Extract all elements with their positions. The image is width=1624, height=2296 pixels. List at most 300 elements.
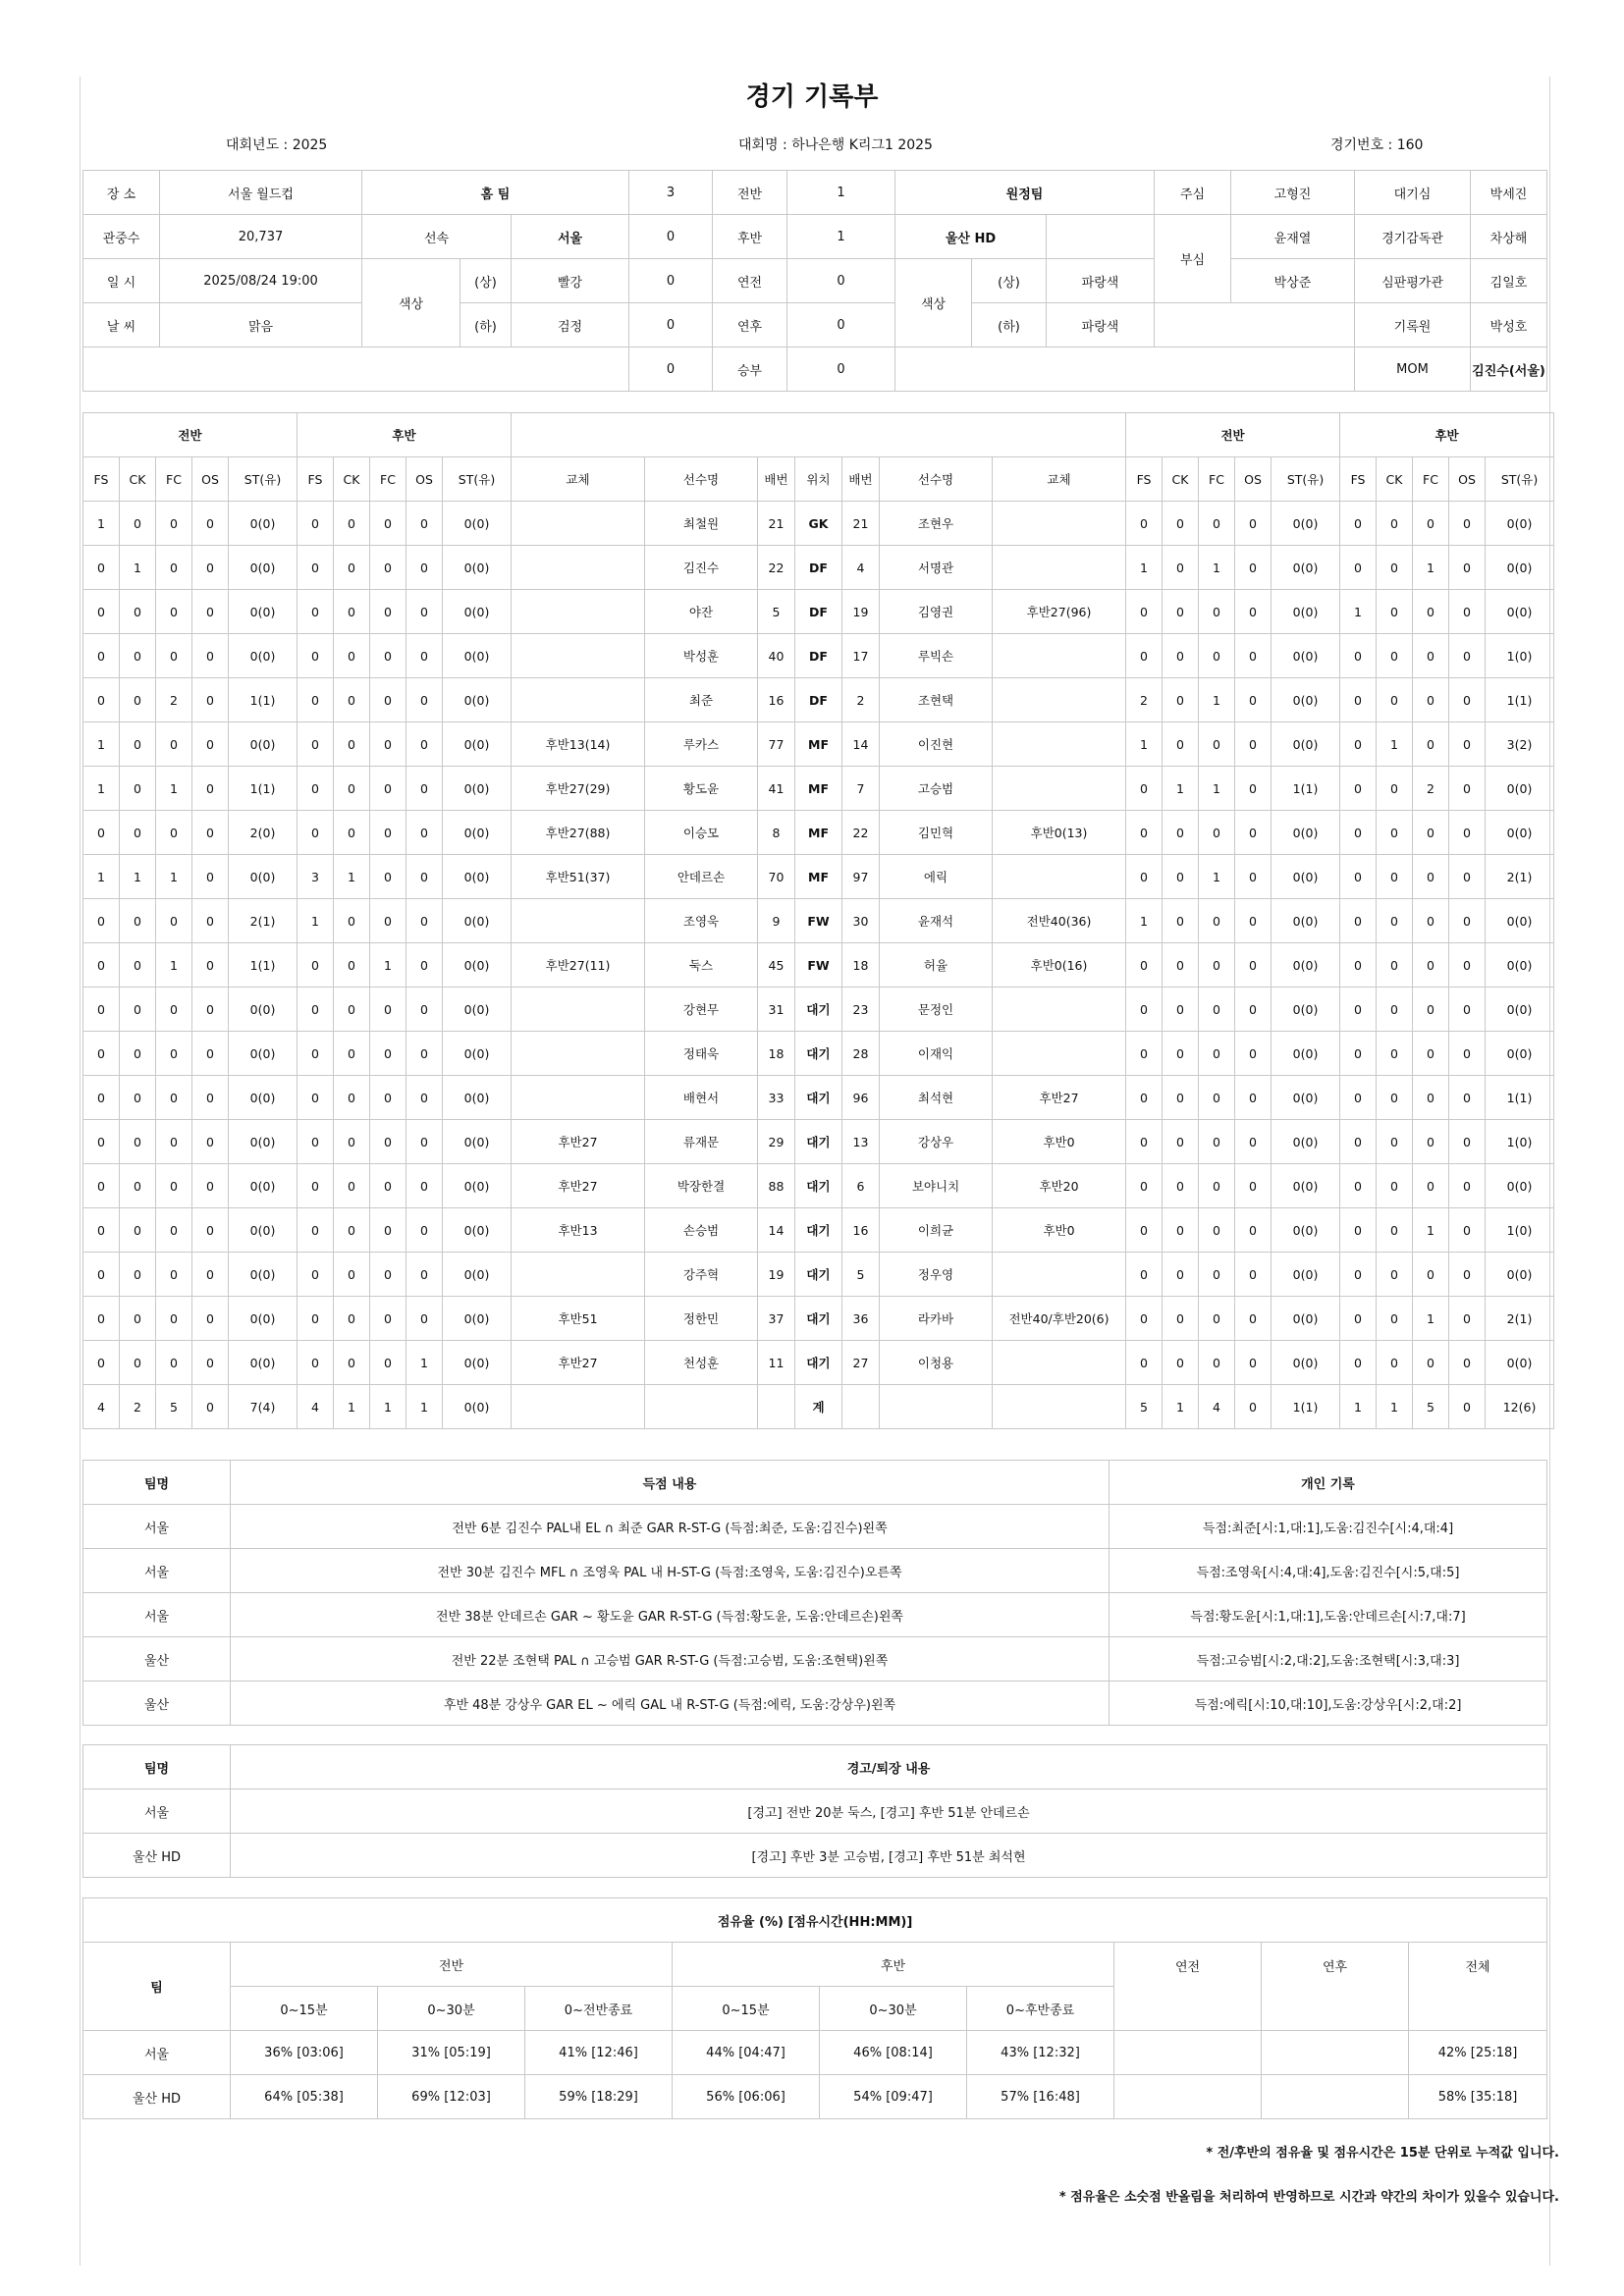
away-h2-st: 1(0): [1486, 634, 1554, 678]
away-h2-fs-header: FS: [1340, 457, 1377, 502]
away-h2-os: 0: [1449, 943, 1486, 988]
home-h1-os: 0: [192, 634, 229, 678]
away-h2-fc: 0: [1413, 1120, 1449, 1164]
away-h2-fc: 0: [1413, 1253, 1449, 1297]
away-h2-os: 0: [1449, 1297, 1486, 1341]
goal-row: [83, 1549, 1547, 1593]
possession-interval-header: 0~전반종료: [525, 1987, 673, 2031]
home-player-number: 70: [758, 855, 795, 899]
home-h1-fc: 0: [156, 1032, 192, 1076]
away-player-number: 14: [842, 722, 880, 767]
home-h1-st: 0(0): [229, 502, 298, 546]
home-substitution: 후반13(14): [512, 722, 645, 767]
home-h2-st: 0(0): [443, 811, 512, 855]
away-h1-fc: 1: [1199, 767, 1235, 811]
away-player-number: 7: [842, 767, 880, 811]
away-h1-os: 0: [1235, 1076, 1272, 1120]
home-h1-fs: 0: [83, 590, 120, 634]
totals-row: [83, 1385, 1554, 1429]
away-h1-st: 0(0): [1272, 1076, 1340, 1120]
away-substitution: [993, 1032, 1126, 1076]
home-player-name: 최준: [645, 678, 758, 722]
away-h1-ck: 0: [1163, 634, 1199, 678]
cards-content-header: 경고/퇴장 내용: [231, 1745, 1547, 1789]
home-upper-label: (상): [460, 259, 512, 303]
away-player-number: 96: [842, 1076, 880, 1120]
possession-total: 58% [35:18]: [1409, 2075, 1547, 2119]
home-team-label: 홈 팀: [362, 171, 629, 215]
away-h2-fc: 0: [1413, 1076, 1449, 1120]
home-h1-ck-header: CK: [120, 457, 156, 502]
position-header: 위치: [795, 457, 842, 502]
away-h2-st: 0(0): [1486, 988, 1554, 1032]
player-row: [83, 1297, 1554, 1341]
away-h1-fs: 0: [1126, 988, 1163, 1032]
home-h1-total-os: 0: [192, 1385, 229, 1429]
away-h1-st: 0(0): [1272, 1120, 1340, 1164]
away-h2-fs: 0: [1340, 811, 1377, 855]
home-h2-fc: 0: [370, 1341, 406, 1385]
player-position: FW: [795, 943, 842, 988]
home-h2-os: 0: [406, 1076, 443, 1120]
home-h2-fs: 0: [298, 502, 334, 546]
home-h2-ck: 1: [334, 855, 370, 899]
away-h2-os: 0: [1449, 634, 1486, 678]
away-substitution: [993, 1341, 1126, 1385]
possession-value: 64% [05:38]: [231, 2075, 378, 2119]
possession-row: [83, 2031, 1547, 2075]
home-h1-fs: 0: [83, 899, 120, 943]
home-h1-fs: 0: [83, 546, 120, 590]
away-player-number: 21: [842, 502, 880, 546]
away-h1-ck: 0: [1163, 1253, 1199, 1297]
possession-value: 56% [06:06]: [673, 2075, 820, 2119]
home-h1-fc: 0: [156, 1076, 192, 1120]
assistant2-value: 박상준: [1231, 259, 1355, 303]
home-h2-ck: 0: [334, 767, 370, 811]
away-h1-fc: 0: [1199, 722, 1235, 767]
home-player-name: 박장한결: [645, 1164, 758, 1208]
home-substitution: [512, 899, 645, 943]
away-h1-ck: 0: [1163, 1032, 1199, 1076]
home-player-number: 19: [758, 1253, 795, 1297]
home-h2-st: 0(0): [443, 899, 512, 943]
match-info-table: [82, 170, 1547, 392]
away-player-number: 4: [842, 546, 880, 590]
away-h1-st: 0(0): [1272, 1297, 1340, 1341]
home-player-number: 88: [758, 1164, 795, 1208]
player-position: 대기: [795, 1120, 842, 1164]
away-player-name: 정우영: [880, 1253, 993, 1297]
away-h2-os: 0: [1449, 722, 1486, 767]
away-player-number: 30: [842, 899, 880, 943]
home-h2-total-fs: 4: [298, 1385, 334, 1429]
away-h1-fs: 0: [1126, 1032, 1163, 1076]
home-h2-ck: 0: [334, 634, 370, 678]
card-description: [경고] 전반 20분 둑스, [경고] 후반 51분 안데르손: [231, 1789, 1547, 1834]
possession-value: 31% [05:19]: [378, 2031, 525, 2075]
home-h1-fc: 0: [156, 1341, 192, 1385]
player-position: MF: [795, 855, 842, 899]
goal-personal-record: 득점:황도윤[시:1,대:1],도움:안데르손[시:7,대:7]: [1110, 1593, 1547, 1637]
home-h1-ck: 0: [120, 899, 156, 943]
away-player-name: 에릭: [880, 855, 993, 899]
possession-team: 울산 HD: [83, 2075, 231, 2119]
away-h1-fc: 0: [1199, 1032, 1235, 1076]
away-h1-st: 0(0): [1272, 1341, 1340, 1385]
away-h1-fs: 2: [1126, 678, 1163, 722]
home-h2-st: 0(0): [443, 1032, 512, 1076]
away-h2-os: 0: [1449, 678, 1486, 722]
away-h2-ck: 0: [1377, 1208, 1413, 1253]
home-h1-ck: 0: [120, 1253, 156, 1297]
away-h1-fc-header: FC: [1199, 457, 1235, 502]
possession-interval-header: 0~30분: [820, 1987, 967, 2031]
away-h2-st: 0(0): [1486, 546, 1554, 590]
referee-label: 주심: [1155, 171, 1231, 215]
away-h1-st: 0(0): [1272, 1253, 1340, 1297]
away-h1-fs: 0: [1126, 811, 1163, 855]
away-second-half-score: 1: [787, 215, 895, 259]
home-h2-os: 0: [406, 678, 443, 722]
away-h2-ck: 1: [1377, 722, 1413, 767]
home-h2-os: 0: [406, 1164, 443, 1208]
home-h1-ck: 0: [120, 678, 156, 722]
home-h2-ck: 0: [334, 1164, 370, 1208]
possession-interval-header: 0~후반종료: [967, 1987, 1114, 2031]
away-h2-ck: 0: [1377, 1120, 1413, 1164]
away-h1-st: 0(0): [1272, 634, 1340, 678]
goal-personal-record: 득점:최준[시:1,대:1],도움:김진수[시:4,대:4]: [1110, 1505, 1547, 1549]
home-player-number: 8: [758, 811, 795, 855]
player-row: [83, 943, 1554, 988]
home-h1-st: 2(1): [229, 899, 298, 943]
home-h2-ck: 0: [334, 943, 370, 988]
away-h2-fs: 0: [1340, 1341, 1377, 1385]
player-position: MF: [795, 767, 842, 811]
away-h2-fc: 0: [1413, 590, 1449, 634]
home-lower-color: 검정: [512, 303, 629, 347]
home-h1-os: 0: [192, 1164, 229, 1208]
away-h1-fs: 0: [1126, 634, 1163, 678]
player-position: 대기: [795, 1253, 842, 1297]
away-h2-st: 0(0): [1486, 590, 1554, 634]
goal-description: 전반 22분 조현택 PAL ∩ 고승범 GAR R-ST-G (득점:고승범, 도움:조현택)왼쪽: [231, 1637, 1110, 1682]
home-substitution: 후반27(11): [512, 943, 645, 988]
home-second-half-header: 후반: [298, 413, 512, 457]
away-player-name: 이청용: [880, 1341, 993, 1385]
home-h2-st: 0(0): [443, 590, 512, 634]
away-player-header: 선수명: [880, 457, 993, 502]
away-et2-score: 0: [787, 303, 895, 347]
home-h1-fc: 0: [156, 899, 192, 943]
home-h1-fs: 0: [83, 1341, 120, 1385]
home-h2-fs: 0: [298, 1032, 334, 1076]
home-h2-st: 0(0): [443, 1297, 512, 1341]
home-h2-ck: 0: [334, 590, 370, 634]
away-h1-os: 0: [1235, 1164, 1272, 1208]
home-h2-fs: 0: [298, 1208, 334, 1253]
home-player-name: 조영욱: [645, 899, 758, 943]
away-h1-ck: 0: [1163, 943, 1199, 988]
player-row: [83, 590, 1554, 634]
away-h2-fs: 0: [1340, 943, 1377, 988]
away-h2-ck: 0: [1377, 767, 1413, 811]
possession-row: [83, 2075, 1547, 2119]
away-h2-fs: 0: [1340, 1076, 1377, 1120]
away-h2-os: 0: [1449, 1032, 1486, 1076]
away-h1-st: 0(0): [1272, 1164, 1340, 1208]
away-substitution: [993, 502, 1126, 546]
away-substitution: [993, 855, 1126, 899]
home-h1-ck: 0: [120, 502, 156, 546]
cards-table: [82, 1744, 1547, 1878]
home-h1-fs: 0: [83, 1297, 120, 1341]
home-h2-st: 0(0): [443, 943, 512, 988]
away-h2-st: 1(0): [1486, 1208, 1554, 1253]
home-player-name: 배현서: [645, 1076, 758, 1120]
home-h1-fs: 1: [83, 767, 120, 811]
away-substitution: [993, 678, 1126, 722]
away-upper-color: 파랑색: [1047, 259, 1155, 303]
player-row: [83, 1076, 1554, 1120]
home-h1-os: 0: [192, 1297, 229, 1341]
home-h2-os: 0: [406, 1208, 443, 1253]
away-h2-fc: 1: [1413, 546, 1449, 590]
home-substitution: 후반27: [512, 1164, 645, 1208]
evaluator-value: 김일호: [1471, 259, 1547, 303]
possession-et2: [1262, 2031, 1409, 2075]
goal-row: [83, 1637, 1547, 1682]
home-h1-ck: 0: [120, 1297, 156, 1341]
home-substitution: [512, 1253, 645, 1297]
goal-team: 울산: [83, 1682, 231, 1726]
away-h2-ck: 0: [1377, 546, 1413, 590]
away-player-name: 조현택: [880, 678, 993, 722]
possession-interval-header: 0~15분: [231, 1987, 378, 2031]
home-player-header: 선수명: [645, 457, 758, 502]
away-h1-os: 0: [1235, 855, 1272, 899]
away-h2-st-header: ST(유): [1486, 457, 1554, 502]
away-h2-fs: 0: [1340, 767, 1377, 811]
player-row: [83, 855, 1554, 899]
home-h2-st: 0(0): [443, 678, 512, 722]
home-h2-total-ck: 1: [334, 1385, 370, 1429]
home-h1-fc: 0: [156, 1120, 192, 1164]
home-pk-score: 0: [629, 347, 713, 392]
home-h1-fc: 0: [156, 1208, 192, 1253]
et1-label: 연전: [713, 259, 787, 303]
player-row: [83, 899, 1554, 943]
home-h1-os: 0: [192, 502, 229, 546]
home-h2-fc: 0: [370, 1208, 406, 1253]
home-player-name: 박성훈: [645, 634, 758, 678]
away-h2-fc: 1: [1413, 1208, 1449, 1253]
player-row: [83, 1164, 1554, 1208]
home-h2-total-os: 1: [406, 1385, 443, 1429]
away-h2-total-os: 0: [1449, 1385, 1486, 1429]
away-h2-ck: 0: [1377, 1164, 1413, 1208]
away-h2-fc: 0: [1413, 988, 1449, 1032]
attendance-value: 20,737: [160, 215, 362, 259]
goals-team-header: 팀명: [83, 1461, 231, 1505]
away-h1-ck: 0: [1163, 1341, 1199, 1385]
away-h2-fs: 0: [1340, 1208, 1377, 1253]
away-h2-st: 2(1): [1486, 1297, 1554, 1341]
match-number: 경기번호 : 160: [1330, 137, 1424, 153]
away-h2-fc: 0: [1413, 722, 1449, 767]
away-h2-fs: 0: [1340, 855, 1377, 899]
away-h2-os: 0: [1449, 767, 1486, 811]
away-h2-st: 0(0): [1486, 811, 1554, 855]
player-position: MF: [795, 722, 842, 767]
away-substitution: 후반27: [993, 1076, 1126, 1120]
home-h1-st: 0(0): [229, 590, 298, 634]
home-h2-fc: 0: [370, 1164, 406, 1208]
cards-team-header: 팀명: [83, 1745, 231, 1789]
season-year: 대회년도 : 2025: [226, 137, 328, 153]
home-h1-fc: 0: [156, 1253, 192, 1297]
home-substitution: 후반27(88): [512, 811, 645, 855]
home-player-name: 강현무: [645, 988, 758, 1032]
away-h2-st: 1(1): [1486, 1076, 1554, 1120]
home-h2-st: 0(0): [443, 1341, 512, 1385]
home-h1-ck: 0: [120, 1208, 156, 1253]
possession-table: [82, 1897, 1547, 2119]
home-player-name: 야잔: [645, 590, 758, 634]
away-h2-fs: 0: [1340, 899, 1377, 943]
home-h2-fc: 0: [370, 1297, 406, 1341]
home-h2-fs: 0: [298, 1120, 334, 1164]
home-h2-fs: 0: [298, 767, 334, 811]
stats-body: [83, 502, 1554, 1429]
away-h2-fs: 0: [1340, 1297, 1377, 1341]
home-et2-score: 0: [629, 303, 713, 347]
home-h1-ck: 0: [120, 722, 156, 767]
home-h1-ck: 0: [120, 1120, 156, 1164]
possession-interval-header: 0~15분: [673, 1987, 820, 2031]
away-h2-fs: 1: [1340, 590, 1377, 634]
home-h1-total-fc: 5: [156, 1385, 192, 1429]
away-h1-st: 0(0): [1272, 722, 1340, 767]
away-player-number: 23: [842, 988, 880, 1032]
away-h2-fs: 0: [1340, 502, 1377, 546]
away-h2-st: 1(1): [1486, 678, 1554, 722]
home-player-name: 김진수: [645, 546, 758, 590]
away-h1-fc: 0: [1199, 899, 1235, 943]
home-h2-fs: 0: [298, 590, 334, 634]
goal-description: 전반 30분 김진수 MFL ∩ 조영욱 PAL 내 H-ST-G (득점:조영욱, 도움:김진수)오른쪽: [231, 1549, 1110, 1593]
home-h2-os: 0: [406, 855, 443, 899]
home-h1-st: 0(0): [229, 1076, 298, 1120]
away-h1-os-header: OS: [1235, 457, 1272, 502]
home-h2-st: 0(0): [443, 767, 512, 811]
possession-team-header: 팀: [83, 1943, 231, 2031]
player-position: 대기: [795, 1076, 842, 1120]
home-h2-st: 0(0): [443, 1253, 512, 1297]
home-player-name: 정한민: [645, 1297, 758, 1341]
away-team-label: 원정팀: [895, 171, 1155, 215]
home-h1-fs: 0: [83, 1253, 120, 1297]
home-h2-os: 0: [406, 767, 443, 811]
home-h2-os: 0: [406, 590, 443, 634]
player-position: 대기: [795, 1297, 842, 1341]
home-h1-ck: 0: [120, 1341, 156, 1385]
home-h1-fs: 0: [83, 1120, 120, 1164]
away-h2-os: 0: [1449, 899, 1486, 943]
home-h1-ck: 0: [120, 1032, 156, 1076]
away-h2-ck: 0: [1377, 899, 1413, 943]
home-h2-fs: 0: [298, 988, 334, 1032]
home-substitution: 후반27: [512, 1341, 645, 1385]
home-h1-fs: 1: [83, 855, 120, 899]
home-h2-ck: 0: [334, 1341, 370, 1385]
goal-description: 전반 6분 김진수 PAL내 EL ∩ 최준 GAR R-ST-G (득점:최준, 도움:김진수)왼쪽: [231, 1505, 1110, 1549]
away-h2-fc: 0: [1413, 1341, 1449, 1385]
home-h2-fc: 0: [370, 1076, 406, 1120]
home-player-number: 31: [758, 988, 795, 1032]
possession-interval-header: 0~30분: [378, 1987, 525, 2031]
away-h1-fc: 1: [1199, 546, 1235, 590]
away-h1-os: 0: [1235, 943, 1272, 988]
home-h1-st: 0(0): [229, 722, 298, 767]
home-h1-ck: 0: [120, 634, 156, 678]
away-h1-fs: 0: [1126, 943, 1163, 988]
home-player-name: 이승모: [645, 811, 758, 855]
possession-total: 42% [25:18]: [1409, 2031, 1547, 2075]
home-h1-fs: 0: [83, 988, 120, 1032]
away-h1-os: 0: [1235, 767, 1272, 811]
away-h2-ck: 0: [1377, 590, 1413, 634]
away-h1-fs: 1: [1126, 899, 1163, 943]
goal-team: 서울: [83, 1593, 231, 1637]
away-h1-os: 0: [1235, 678, 1272, 722]
player-position: 대기: [795, 1208, 842, 1253]
away-et1-score: 0: [787, 259, 895, 303]
stats-column-header-row: [83, 457, 1554, 502]
home-h1-fc: 0: [156, 590, 192, 634]
home-substitution: [512, 590, 645, 634]
home-h1-os: 0: [192, 855, 229, 899]
home-h1-fc: 0: [156, 634, 192, 678]
home-h2-ck: 0: [334, 1297, 370, 1341]
home-h2-ck: 0: [334, 1253, 370, 1297]
home-h2-st: 0(0): [443, 855, 512, 899]
away-h1-fc: 0: [1199, 1076, 1235, 1120]
home-player-number: 37: [758, 1297, 795, 1341]
empty-cell: [895, 347, 1355, 392]
home-h2-fs: 0: [298, 722, 334, 767]
away-player-name: 라카바: [880, 1297, 993, 1341]
home-h2-ck: 0: [334, 1120, 370, 1164]
home-h1-total-ck: 2: [120, 1385, 156, 1429]
away-h1-st: 0(0): [1272, 899, 1340, 943]
away-substitution: 전반40/후반20(6): [993, 1297, 1126, 1341]
home-h2-os: 0: [406, 1120, 443, 1164]
home-h2-fs: 3: [298, 855, 334, 899]
away-h1-ck: 1: [1163, 767, 1199, 811]
home-h1-os: 0: [192, 1208, 229, 1253]
home-h2-fc: 0: [370, 988, 406, 1032]
home-player-number: 16: [758, 678, 795, 722]
home-h2-os: 0: [406, 634, 443, 678]
home-h1-os: 0: [192, 1076, 229, 1120]
goal-personal-record: 득점:고승범[시:2,대:2],도움:조현택[시:3,대:3]: [1110, 1637, 1547, 1682]
away-player-number: 5: [842, 1253, 880, 1297]
away-substitution: 후반0: [993, 1120, 1126, 1164]
home-h1-os: 0: [192, 943, 229, 988]
player-position: DF: [795, 546, 842, 590]
